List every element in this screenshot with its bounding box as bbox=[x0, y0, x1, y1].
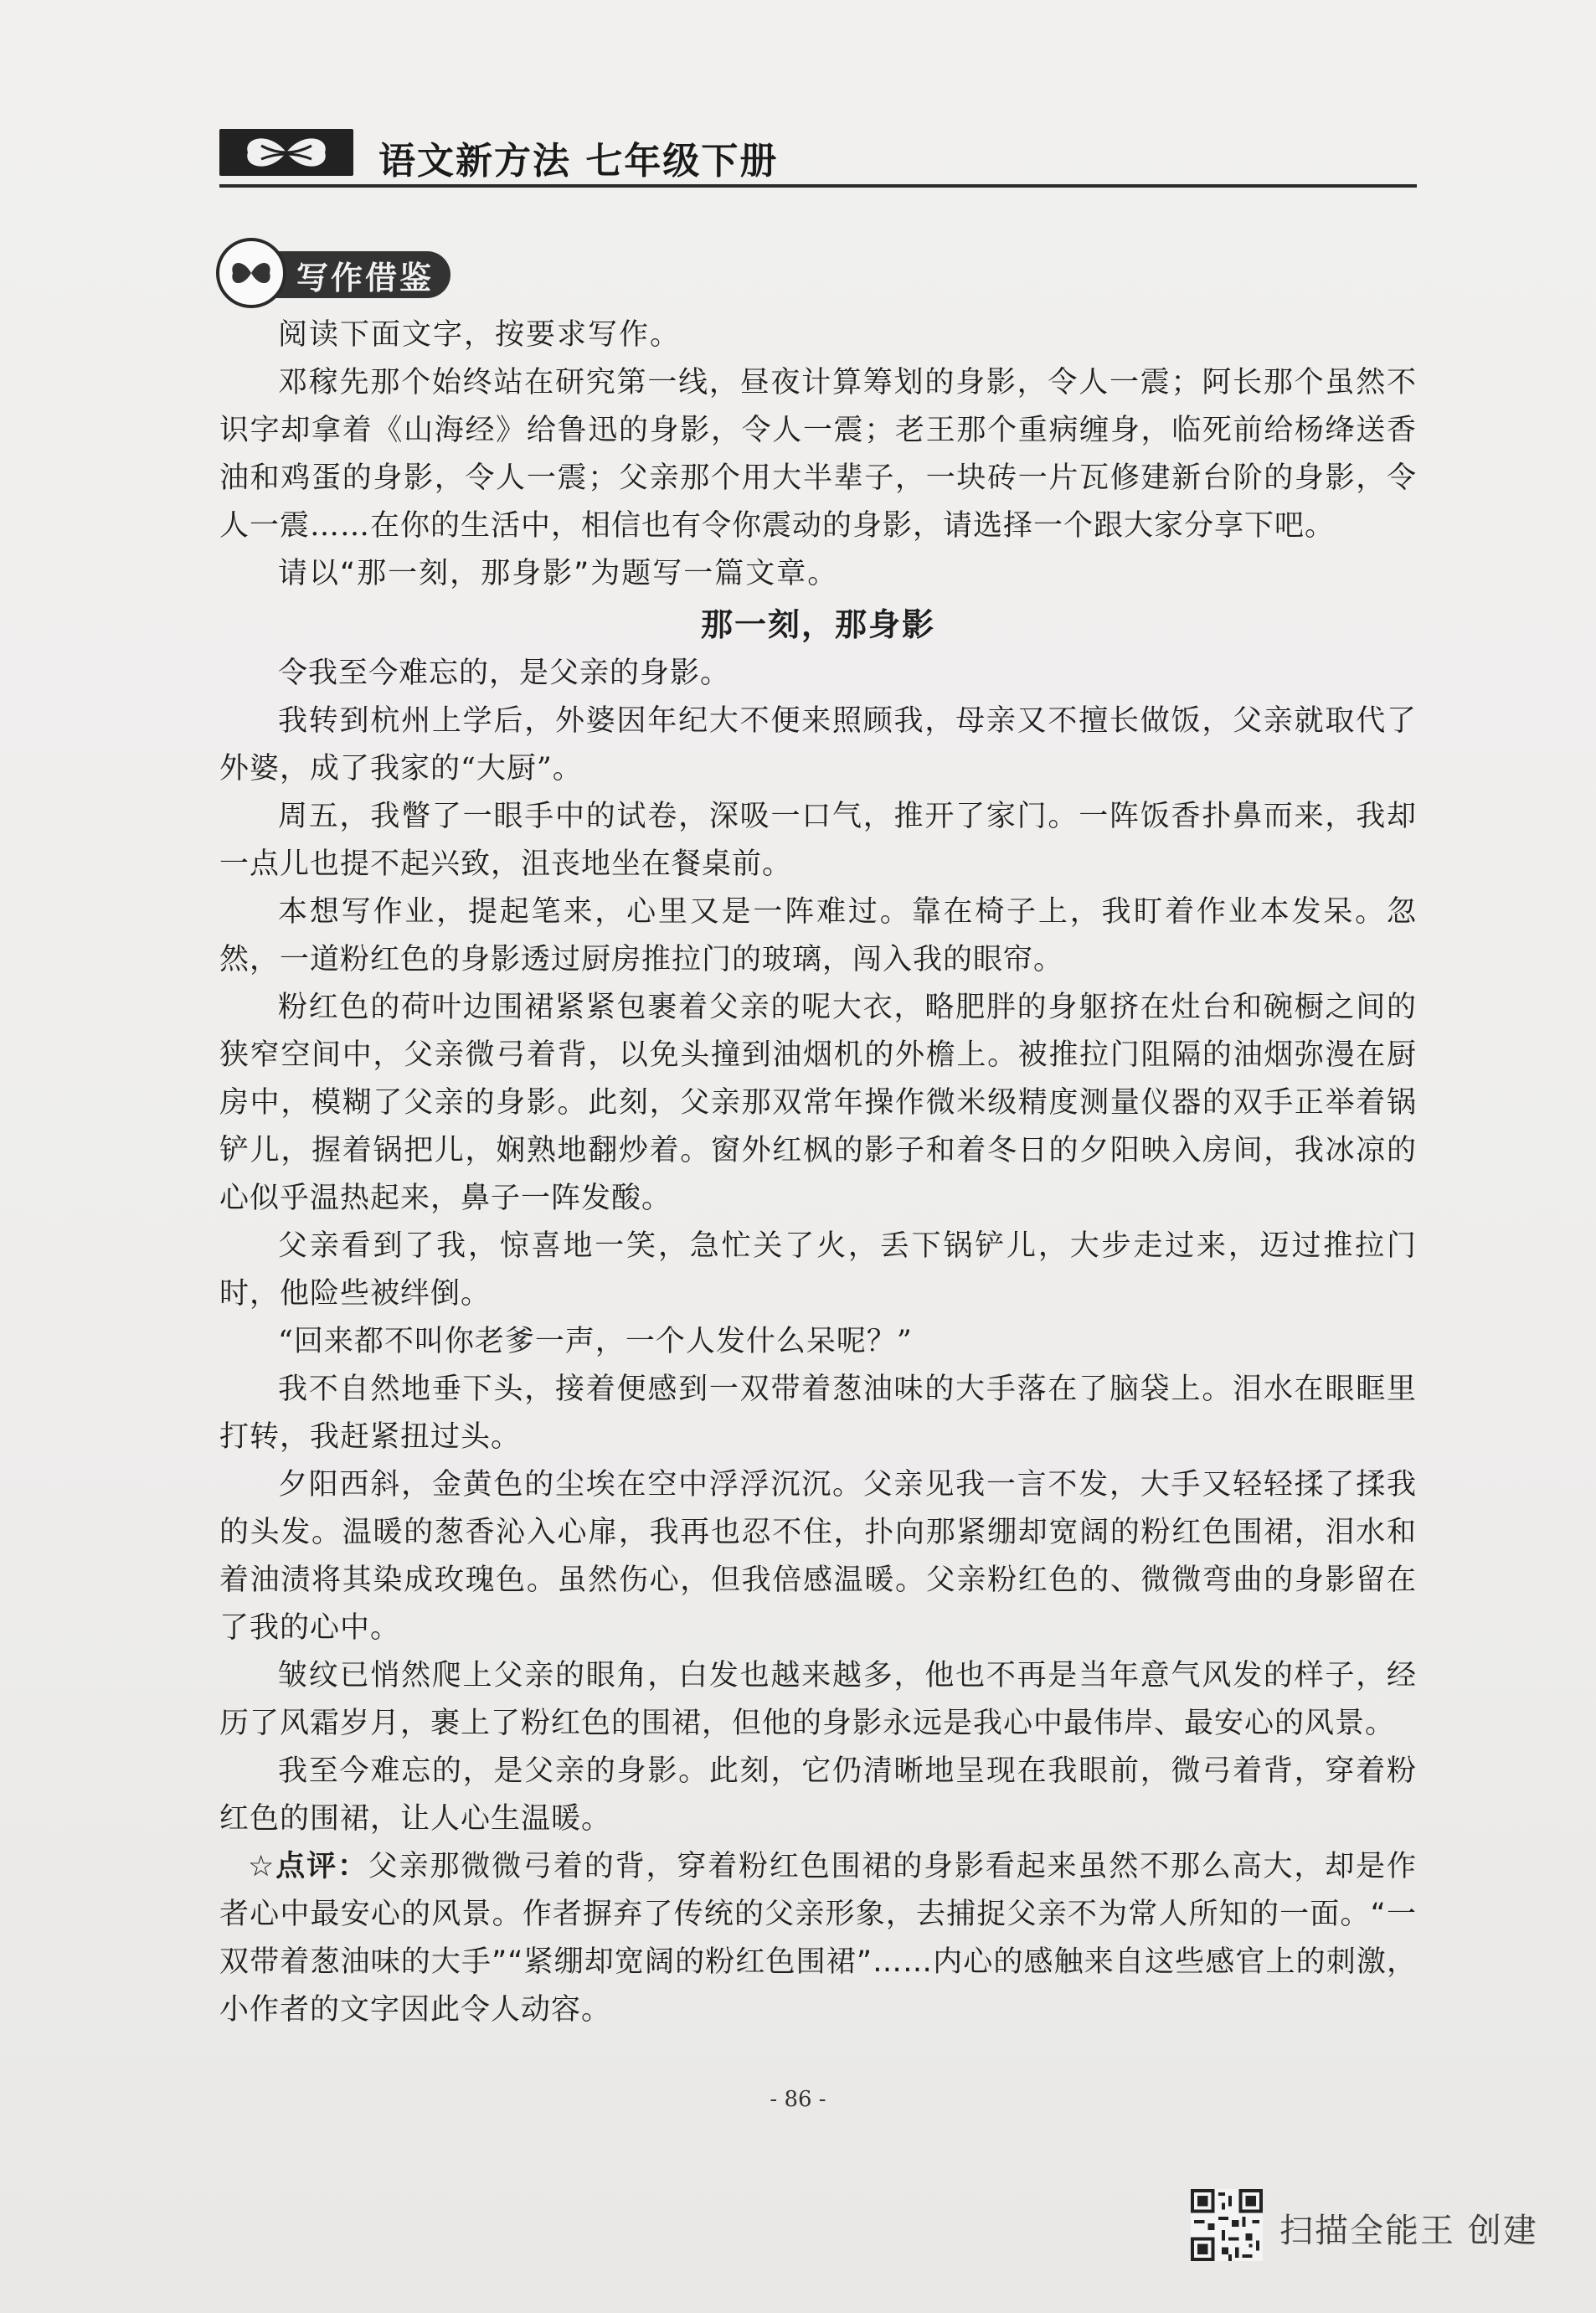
essay-paragraph: 令我至今难忘的，是父亲的身影。 bbox=[278, 657, 731, 690]
watermark-text: 扫描全能王 创建 bbox=[1279, 2212, 1538, 2250]
essay-paragraph: 本想写作业，提起笔来，心里又是一阵难过。靠在椅子上，我盯着作业本发呆。忽然，一道粉红色的身影透过厨房推拉门的玻璃，闯入我的眼帘。 bbox=[219, 895, 1417, 976]
review-paragraph bbox=[219, 1843, 1417, 2034]
page-number: - 86 - bbox=[770, 2087, 826, 2112]
section-badge-bar bbox=[268, 251, 450, 298]
essay-paragraph: 周五，我瞥了一眼手中的试卷，深吸一口气，推开了家门。一阵饭香扑鼻而来，我却一点儿也提不起兴致，沮丧地坐在餐桌前。 bbox=[219, 800, 1417, 881]
scanner-watermark bbox=[1191, 2189, 1542, 2264]
section-label: 写作借鉴 bbox=[296, 259, 435, 296]
book-title: 语文新方法 七年级下册 bbox=[378, 140, 779, 183]
main-content bbox=[219, 312, 1417, 2034]
essay-paragraph: “回来都不叫你老爹一声，一个人发什么呆呢？” bbox=[278, 1325, 913, 1358]
essay-paragraph: 我转到杭州上学后，外婆因年纪大不便来照顾我，母亲又不擅长做饭，父亲就取代了外婆，成了我家的“大厨”。 bbox=[219, 704, 1417, 786]
essay-title: 那一刻，那身影 bbox=[700, 606, 935, 643]
essay-paragraph: 粉红色的荷叶边围裙紧紧包裹着父亲的呢大衣，略肥胖的身躯挤在灶台和碗橱之间的狭窄空间中，父亲微弓着背，以免头撞到油烟机的外檐上。被推拉门阻隔的油烟弥漫在厨房中，模糊了父亲的身影。此刻，父亲那双常年操作微米级精度测量仪器的双手正举着锅铲儿，握着锅把儿，娴熟地翻炒着。窗外红枫的影子和着冬日的夕阳映入房间，我冰凉的心似乎温热起来，鼻子一阵发酸。 bbox=[219, 991, 1417, 1215]
prompt-paragraph: 邓稼先那个始终站在研究第一线，昼夜计算筹划的身影，令人一震；阿长那个虽然不识字却拿着《山海经》给鲁迅的身影，令人一震；老王那个重病缠身，临死前给杨绛送香油和鸡蛋的身影，令人一震；父亲那个用大半辈子，一块砖一片瓦修建新台阶的身影，令人一震……在你的生活中，相信也有令你震动的身影，请选择一个跟大家分享下吧。 bbox=[219, 366, 1417, 543]
prompt-paragraph: 请以“那一刻，那身影”为题写一篇文章。 bbox=[278, 557, 839, 590]
header-divider bbox=[219, 184, 1417, 188]
essay-paragraph: 夕阳西斜，金黄色的尘埃在空中浮浮沉沉。父亲见我一言不发，大手又轻轻揉了揉我的头发。温暖的葱香沁入心扉，我再也忍不住，扑向那紧绷却宽阔的粉红色围裙，泪水和着油渍将其染成玫瑰色。虽然伤心，但我倍感温暖。父亲粉红色的、微微弯曲的身影留在了我的心中。 bbox=[219, 1468, 1417, 1645]
essay-paragraph: 我至今难忘的，是父亲的身影。此刻，它仍清晰地呈现在我眼前，微弓着背，穿着粉红色的围裙，让人心生温暖。 bbox=[219, 1754, 1417, 1836]
essay-paragraph: 父亲看到了我，惊喜地一笑，急忙关了火，丢下锅铲儿，大步走过来，迈过推拉门时，他险些被绊倒。 bbox=[219, 1229, 1417, 1311]
butterfly-logo-icon bbox=[219, 129, 353, 176]
essay-paragraph: 我不自然地垂下头，接着便感到一双带着葱油味的大手落在了脑袋上。泪水在眼眶里打转，我赶紧扭过头。 bbox=[219, 1373, 1417, 1454]
page-header bbox=[219, 126, 1417, 184]
review-text: 父亲那微微弓着的背，穿着粉红色围裙的身影看起来虽然不那么高大，却是作者心中最安心的风景。作者摒弃了传统的父亲形象，去捕捉父亲不为常人所知的一面。“一双带着葱油味的大手”“紧绷却宽阔的粉红色围裙”……内心的感触来自这些感官上的刺激，小作者的文字因此令人动容。 bbox=[219, 1850, 1417, 2027]
essay-paragraph: 皱纹已悄然爬上父亲的眼角，白发也越来越多，他也不再是当年意气风发的样子，经历了风霜岁月，裹上了粉红色的围裙，但他的身影永远是我心中最伟岸、最安心的风景。 bbox=[219, 1659, 1417, 1740]
review-label: ☆点评： bbox=[248, 1850, 368, 1883]
qr-code-icon bbox=[1191, 2189, 1263, 2261]
prompt-paragraph: 阅读下面文字，按要求写作。 bbox=[278, 318, 682, 352]
section-badge bbox=[216, 238, 459, 308]
butterfly-badge-icon bbox=[216, 238, 286, 308]
